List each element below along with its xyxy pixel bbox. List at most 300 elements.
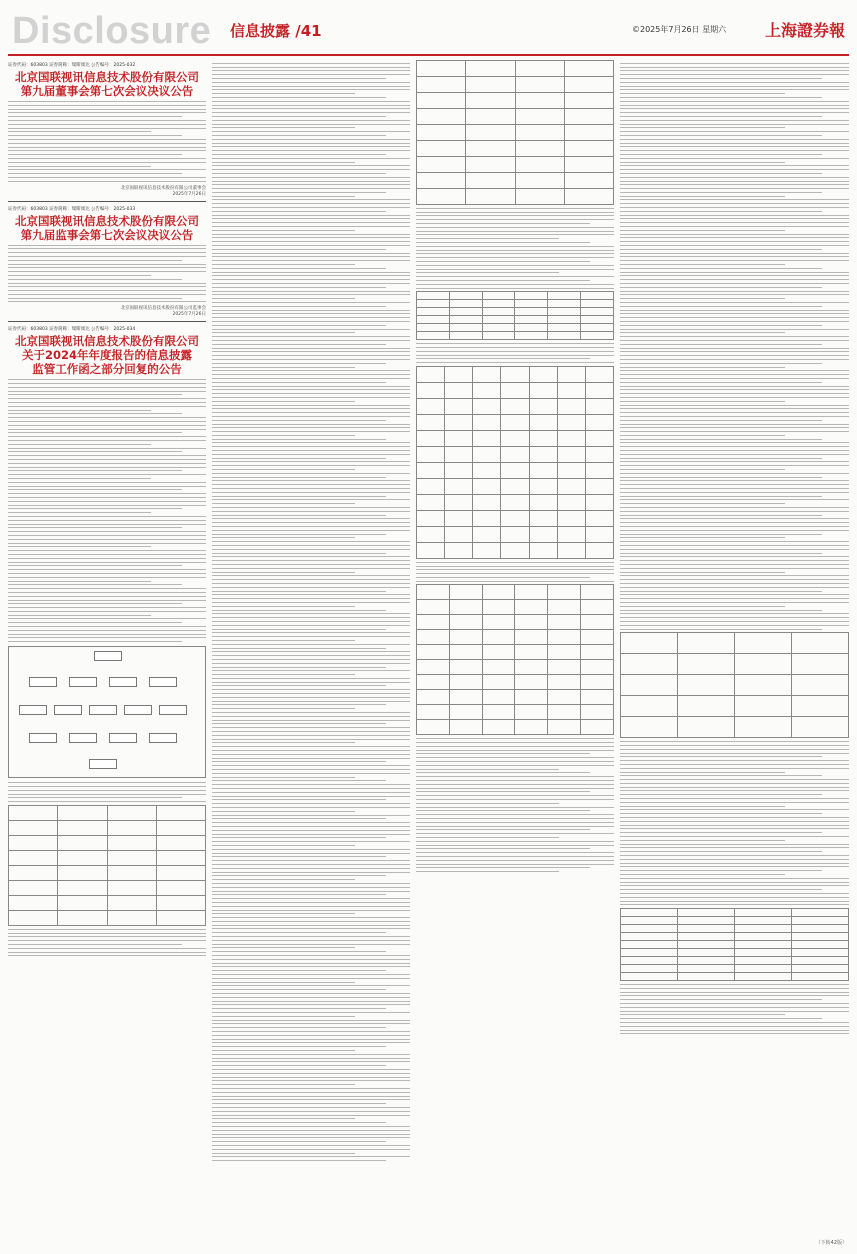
table-row xyxy=(417,542,614,558)
table-cell xyxy=(473,446,501,462)
table-cell xyxy=(515,157,564,173)
text-line xyxy=(416,788,614,789)
text-line xyxy=(620,199,849,200)
text-line xyxy=(212,742,355,743)
table-cell xyxy=(449,630,482,645)
text-line xyxy=(8,105,206,106)
table-cell xyxy=(449,600,482,615)
text-line xyxy=(212,272,410,273)
table-cell xyxy=(9,851,58,866)
table-cell xyxy=(58,806,107,821)
table-cell xyxy=(792,654,849,675)
text-line xyxy=(212,841,410,842)
text-line xyxy=(212,515,386,516)
text-line xyxy=(212,177,410,178)
text-line xyxy=(620,859,849,860)
text-line xyxy=(416,761,614,762)
article-body xyxy=(8,782,206,802)
text-line xyxy=(212,1107,410,1108)
text-line xyxy=(620,825,849,826)
text-line xyxy=(212,1058,410,1059)
text-line xyxy=(416,738,614,739)
article-body xyxy=(8,379,206,642)
table-cell xyxy=(482,690,515,705)
table-cell xyxy=(564,141,613,157)
text-line xyxy=(620,382,822,383)
text-line xyxy=(212,629,386,630)
text-line xyxy=(212,348,410,349)
text-line xyxy=(416,837,559,838)
text-line xyxy=(212,1046,386,1047)
text-line xyxy=(8,116,182,117)
text-line xyxy=(212,928,410,929)
text-line xyxy=(620,78,822,79)
article-meta: 证券代码：603803 证券简称：瑞斯康达 公告编号：2025-032 xyxy=(8,63,136,68)
text-line xyxy=(212,154,386,155)
text-line xyxy=(212,1004,410,1005)
text-line xyxy=(416,833,614,834)
text-line xyxy=(620,545,849,546)
table-cell xyxy=(735,957,792,965)
table-cell xyxy=(557,430,585,446)
text-line xyxy=(212,1141,386,1142)
text-line xyxy=(212,906,410,907)
text-line xyxy=(212,837,386,838)
table-cell xyxy=(515,690,548,705)
table-cell xyxy=(417,430,445,446)
table-cell xyxy=(678,965,735,973)
table-cell xyxy=(529,446,557,462)
text-line xyxy=(8,112,206,113)
table-cell xyxy=(678,973,735,981)
text-line xyxy=(212,750,410,751)
text-line xyxy=(416,871,559,872)
text-line xyxy=(8,940,206,941)
text-line xyxy=(620,564,849,565)
text-line xyxy=(212,173,386,174)
text-line xyxy=(212,127,355,128)
table-cell xyxy=(548,615,581,630)
table-cell xyxy=(792,909,849,917)
text-line xyxy=(8,181,206,182)
table-cell xyxy=(585,430,613,446)
table-cell xyxy=(548,645,581,660)
table-row xyxy=(621,949,849,957)
table-cell xyxy=(417,189,466,205)
table-cell xyxy=(529,414,557,430)
text-line xyxy=(620,405,849,406)
text-line xyxy=(620,332,785,333)
text-line xyxy=(620,999,822,1000)
org-chart-node xyxy=(19,705,47,715)
text-line xyxy=(620,488,849,489)
table-cell xyxy=(515,109,564,125)
table-cell xyxy=(466,189,515,205)
text-line xyxy=(8,143,206,144)
text-line xyxy=(8,432,182,433)
article-body xyxy=(416,562,614,582)
table-cell xyxy=(501,446,529,462)
table-cell xyxy=(449,690,482,705)
text-line xyxy=(620,995,849,996)
text-line xyxy=(212,587,410,588)
masthead xyxy=(8,8,849,54)
text-line xyxy=(8,936,206,937)
text-line xyxy=(620,787,849,788)
table-cell xyxy=(581,324,614,332)
text-line xyxy=(8,577,206,578)
table-cell xyxy=(473,526,501,542)
table-row xyxy=(417,308,614,316)
text-line xyxy=(212,1149,410,1150)
table-cell xyxy=(621,933,678,941)
text-line xyxy=(212,610,386,611)
text-line xyxy=(212,1023,410,1024)
table-cell xyxy=(792,941,849,949)
issue-date: ©2025年7月26日 星期六 xyxy=(632,25,727,34)
table-row xyxy=(417,398,614,414)
table-cell xyxy=(107,851,156,866)
table-row xyxy=(417,660,614,675)
text-line xyxy=(620,828,849,829)
text-line xyxy=(8,797,182,798)
text-line xyxy=(620,855,849,856)
table-cell xyxy=(529,382,557,398)
text-line xyxy=(212,723,386,724)
table-cell xyxy=(564,61,613,77)
text-line xyxy=(212,378,410,379)
text-line xyxy=(212,1035,410,1036)
text-line xyxy=(416,215,614,216)
text-line xyxy=(212,287,386,288)
text-line xyxy=(620,885,849,886)
text-line xyxy=(212,932,386,933)
table-cell xyxy=(529,462,557,478)
table-cell xyxy=(417,615,450,630)
text-line xyxy=(620,526,849,527)
text-line xyxy=(212,822,410,823)
table-cell xyxy=(482,308,515,316)
text-line xyxy=(620,518,849,519)
text-line xyxy=(620,283,849,284)
text-line xyxy=(416,581,614,582)
table-row xyxy=(417,630,614,645)
text-line xyxy=(416,362,614,363)
table-cell xyxy=(621,909,678,917)
text-line xyxy=(212,617,410,618)
table-cell xyxy=(515,308,548,316)
text-line xyxy=(620,1022,849,1023)
text-line xyxy=(8,410,151,411)
text-line xyxy=(8,436,206,437)
text-line xyxy=(416,852,614,853)
text-line xyxy=(620,802,849,803)
table-cell xyxy=(9,911,58,926)
text-line xyxy=(8,463,206,464)
org-chart-node xyxy=(29,733,57,743)
text-line xyxy=(212,1088,410,1089)
table-row xyxy=(621,925,849,933)
text-line xyxy=(620,844,849,845)
table-cell xyxy=(621,675,678,696)
article-title: 北京国联视讯信息技术股份有限公司 关于2024年年度报告的信息披露 监管工作函之部分回复的公告 xyxy=(15,334,199,377)
text-line xyxy=(212,93,355,94)
text-line xyxy=(8,546,151,547)
text-line xyxy=(8,482,206,483)
table-cell xyxy=(449,720,482,735)
text-line xyxy=(212,1092,410,1093)
text-line xyxy=(620,386,849,387)
text-line xyxy=(620,794,822,795)
table-cell xyxy=(417,366,445,382)
table-cell xyxy=(792,696,849,717)
text-line xyxy=(620,416,849,417)
table-cell xyxy=(515,300,548,308)
text-line xyxy=(212,1122,386,1123)
text-line xyxy=(416,280,590,281)
table-cell xyxy=(417,157,466,173)
table-cell xyxy=(557,494,585,510)
table-cell xyxy=(501,430,529,446)
text-line xyxy=(212,636,410,637)
text-line xyxy=(620,629,822,630)
text-line xyxy=(212,158,410,159)
text-line xyxy=(212,735,410,736)
table-cell xyxy=(473,494,501,510)
text-line xyxy=(212,830,410,831)
table-cell xyxy=(58,836,107,851)
text-line xyxy=(8,135,182,136)
text-line xyxy=(8,478,151,479)
text-line xyxy=(620,821,849,822)
text-line xyxy=(620,150,849,151)
text-line xyxy=(212,815,410,816)
table-row xyxy=(417,446,614,462)
table-cell xyxy=(445,510,473,526)
table-row xyxy=(9,821,206,836)
text-line xyxy=(212,575,410,576)
text-line xyxy=(416,784,614,785)
text-line xyxy=(416,750,614,751)
text-line xyxy=(620,329,849,330)
table-cell xyxy=(417,316,450,324)
org-chart-node xyxy=(149,733,177,743)
text-line xyxy=(620,473,849,474)
text-line xyxy=(620,507,849,508)
table-cell xyxy=(515,125,564,141)
text-line xyxy=(212,196,355,197)
text-line xyxy=(8,290,206,291)
text-line xyxy=(212,78,386,79)
table-cell xyxy=(548,660,581,675)
text-line xyxy=(620,207,849,208)
table-row xyxy=(417,125,614,141)
text-line xyxy=(212,560,410,561)
text-line xyxy=(620,772,785,773)
text-line xyxy=(620,904,849,905)
table-cell xyxy=(621,717,678,738)
table-cell xyxy=(473,382,501,398)
text-line xyxy=(212,74,410,75)
text-line xyxy=(212,936,410,937)
text-line xyxy=(416,769,559,770)
text-line xyxy=(212,891,410,892)
table-row xyxy=(417,332,614,340)
text-line xyxy=(212,412,410,413)
text-line xyxy=(8,600,206,601)
text-line xyxy=(212,192,386,193)
table-cell xyxy=(156,806,205,821)
text-line xyxy=(212,663,410,664)
text-line xyxy=(8,245,206,246)
table-row xyxy=(417,494,614,510)
table-row xyxy=(417,189,614,205)
text-line xyxy=(620,245,849,246)
text-line xyxy=(8,101,206,102)
text-line xyxy=(620,549,849,550)
text-line xyxy=(416,569,614,570)
text-line xyxy=(620,484,849,485)
text-line xyxy=(212,625,410,626)
text-line xyxy=(620,82,849,83)
text-line xyxy=(8,508,182,509)
text-line xyxy=(416,351,614,352)
text-line xyxy=(8,379,206,380)
text-line xyxy=(212,1001,410,1002)
text-line xyxy=(620,351,849,352)
table-cell xyxy=(417,141,466,157)
text-line xyxy=(620,367,785,368)
table-cell xyxy=(515,600,548,615)
text-line xyxy=(212,1096,410,1097)
article-meta: 证券代码：603803 证券简称：瑞斯康达 公告编号：2025-034 xyxy=(8,327,136,333)
table-cell xyxy=(515,332,548,340)
table-cell xyxy=(417,300,450,308)
text-line xyxy=(212,496,386,497)
text-line xyxy=(8,158,206,159)
table-cell xyxy=(445,430,473,446)
text-line xyxy=(212,784,410,785)
text-line xyxy=(212,951,386,952)
table-row xyxy=(9,911,206,926)
table-cell xyxy=(581,585,614,600)
text-line xyxy=(212,218,410,219)
article-body xyxy=(620,984,849,1034)
text-line xyxy=(212,644,410,645)
text-line xyxy=(8,543,206,544)
table-cell xyxy=(482,316,515,324)
table-cell xyxy=(417,660,450,675)
table-cell xyxy=(445,526,473,542)
table-cell xyxy=(678,909,735,917)
table-cell xyxy=(473,398,501,414)
table-row xyxy=(417,645,614,660)
text-line xyxy=(8,271,206,272)
text-line xyxy=(8,611,206,612)
table-cell xyxy=(417,542,445,558)
text-line xyxy=(8,790,206,791)
table-cell xyxy=(585,366,613,382)
table-cell xyxy=(548,600,581,615)
table-cell xyxy=(678,941,735,949)
table-cell xyxy=(417,462,445,478)
table-cell xyxy=(515,630,548,645)
text-line xyxy=(620,874,785,875)
text-line xyxy=(416,562,614,563)
text-line xyxy=(212,613,410,614)
table-cell xyxy=(501,414,529,430)
text-line xyxy=(212,283,410,284)
table-cell xyxy=(515,705,548,720)
text-line xyxy=(212,112,410,113)
text-line xyxy=(620,575,849,576)
text-line xyxy=(620,89,849,90)
text-line xyxy=(8,264,206,265)
table-cell xyxy=(449,675,482,690)
text-line xyxy=(620,67,849,68)
text-line xyxy=(8,637,206,638)
text-line xyxy=(212,317,410,318)
text-line xyxy=(212,648,386,649)
text-line xyxy=(212,370,410,371)
table-cell xyxy=(9,896,58,911)
table-row xyxy=(417,430,614,446)
table-row xyxy=(417,705,614,720)
text-line xyxy=(8,535,206,536)
text-line xyxy=(8,948,206,949)
table-row xyxy=(9,851,206,866)
text-line xyxy=(620,86,849,87)
table-cell xyxy=(585,414,613,430)
table-cell xyxy=(156,836,205,851)
article-signature: 北京国联视讯信息技术股份有限公司监事会 2025年7月26日 xyxy=(120,306,206,318)
text-line xyxy=(416,829,590,830)
text-line xyxy=(8,786,206,787)
table-cell xyxy=(107,806,156,821)
text-line xyxy=(8,607,206,608)
org-chart-node xyxy=(159,705,187,715)
text-line xyxy=(8,565,182,566)
text-line xyxy=(8,550,206,551)
text-line xyxy=(212,124,410,125)
table-cell xyxy=(678,696,735,717)
text-line xyxy=(620,583,849,584)
table-cell xyxy=(9,836,58,851)
text-line xyxy=(212,1050,355,1051)
table-row xyxy=(621,696,849,717)
table-cell xyxy=(445,478,473,494)
table-cell xyxy=(515,645,548,660)
text-line xyxy=(620,1011,849,1012)
table-cell xyxy=(417,645,450,660)
text-line xyxy=(620,492,849,493)
table-row xyxy=(417,510,614,526)
text-line xyxy=(212,556,410,557)
text-line xyxy=(620,435,785,436)
table-cell xyxy=(529,494,557,510)
text-line xyxy=(212,606,355,607)
table-cell xyxy=(482,660,515,675)
text-line xyxy=(620,851,822,852)
text-line xyxy=(212,1073,410,1074)
text-line xyxy=(212,67,410,68)
text-line xyxy=(620,499,849,500)
text-line xyxy=(8,169,206,170)
article-meta: 证券代码：603803 证券简称：瑞斯康达 公告编号：2025-033 xyxy=(8,206,136,212)
text-line xyxy=(8,459,206,460)
table-cell xyxy=(581,300,614,308)
table-cell xyxy=(107,866,156,881)
